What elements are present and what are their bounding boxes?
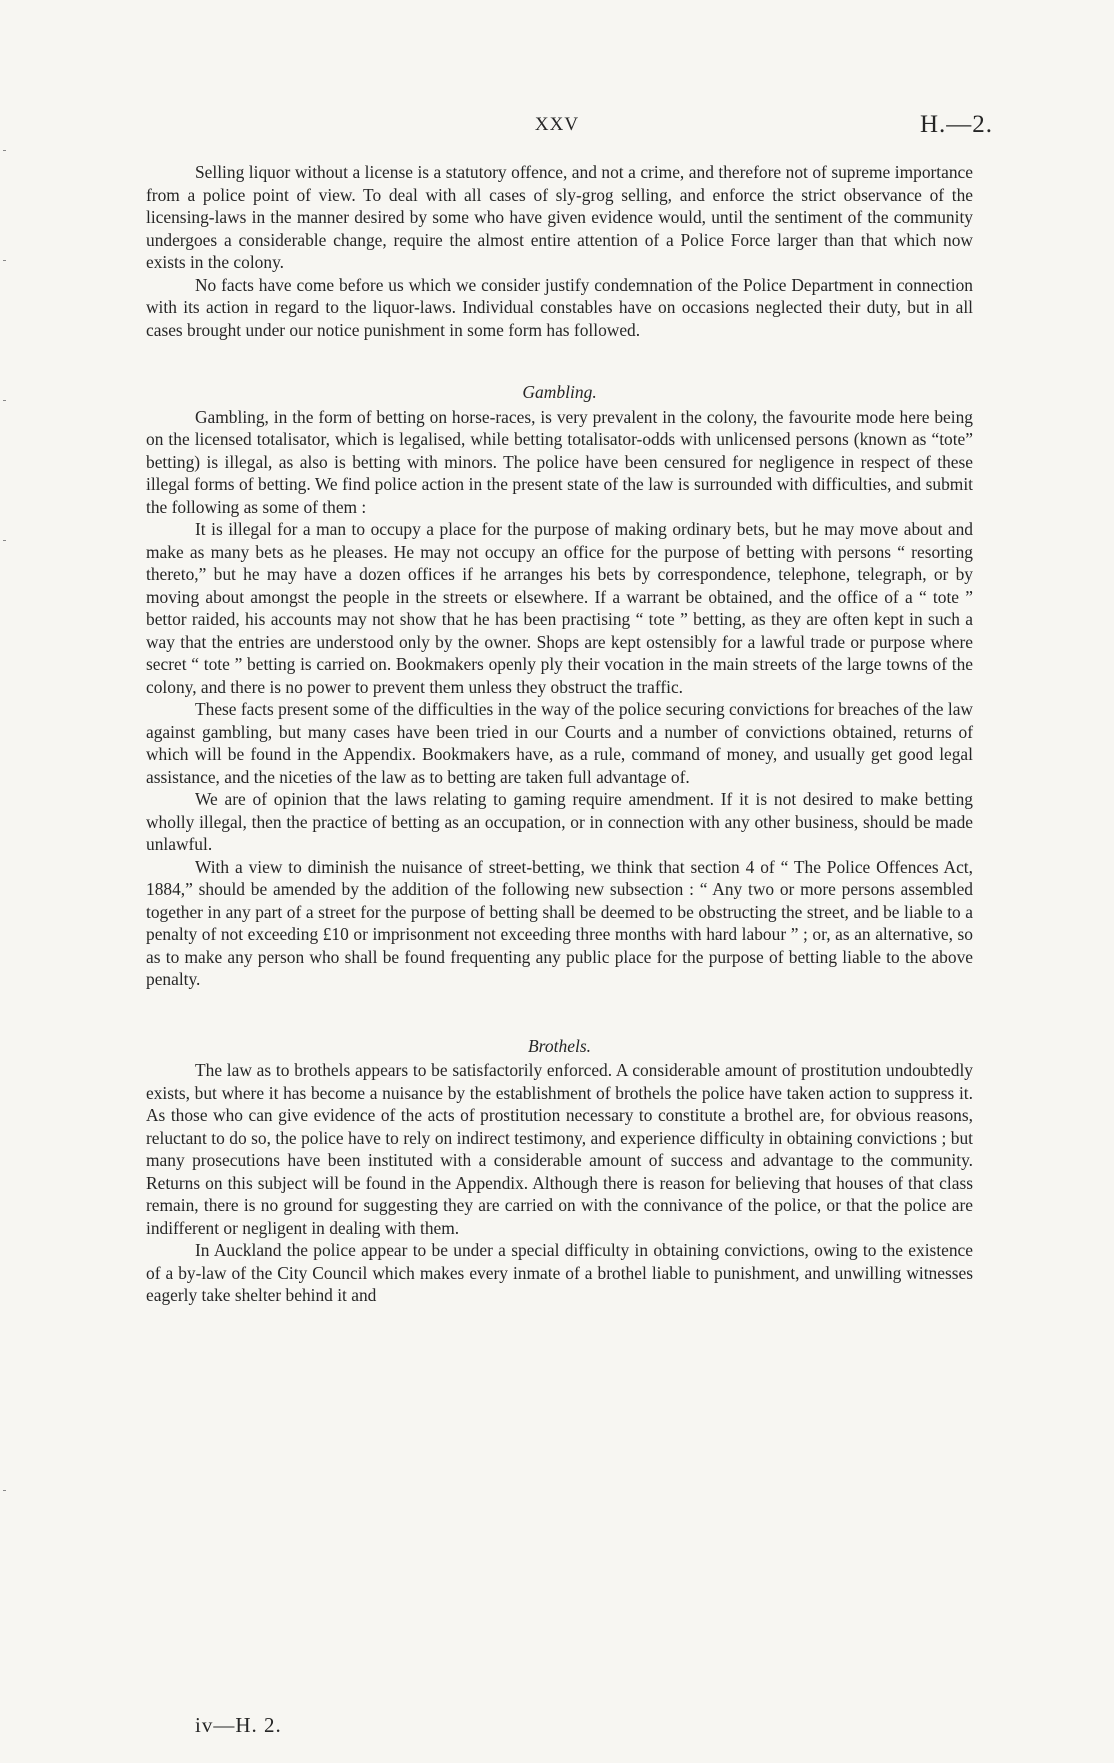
paragraph-gambling-illegal: It is illegal for a man to occupy a place for the purpose of making ordinary bets, but he may move about and make as many bets as he pleases. He may not occupy an office for the purpose of betting with persons “ resorting thereto,” but he may have a dozen offices if he arranges his bets by correspondence, telephone, telegraph, or by moving about amongst the people in the streets or elsewhere. If a warrant be obtained, and the office of a “ tote ” bettor raided, his accounts may not show that he has been practising “ tote ” betting, as they are often kept in such a way that the entries are understood only by the owner. Shops are kept ostensibly for a lawful trade or purpose where secret “ tote ” betting is carried on. Bookmakers openly ply their vocation in the main streets of the large towns of the colony, and there is no power to prevent them unless they obstruct the traffic. bbox=[146, 519, 973, 697]
margin-mark bbox=[3, 150, 6, 151]
margin-mark bbox=[3, 540, 6, 541]
paragraph-gambling-amendment: We are of opinion that the laws relating to gaming require amendment. If it is not desired to make betting wholly illegal, then the practice of betting as an occupation, or in connection with any other business, should be made unlawful. bbox=[146, 789, 973, 854]
paragraph-liquor-offence: Selling liquor without a license is a statutory offence, and not a crime, and therefore not of supreme importance from a police point of view. To deal with all cases of sly-grog selling, and enforce the strict observance of the licensing-laws in the manner desired by some who have given evidence would, until the sentiment of the community undergoes a considerable change, require the almost entire attention of a Police Force larger than that which now exists in the colony. bbox=[146, 162, 973, 272]
paragraph-gambling-difficulties: These facts present some of the difficulties in the way of the police securing convictions for breaches of the law against gambling, but many cases have been tried in our Courts and a number of convictions obtained, returns of which will be found in the Appendix. Bookmakers have, as a rule, command of money, and usually get good legal assistance, and the niceties of the law as to betting are taken full advantage of. bbox=[146, 699, 973, 787]
section-title-brothels: Brothels. bbox=[527, 1035, 592, 1056]
margin-mark bbox=[3, 1490, 6, 1491]
margin-mark bbox=[3, 260, 6, 261]
signature-mark: iv—H. 2. bbox=[195, 1713, 282, 1737]
body-text bbox=[146, 161, 973, 1307]
paragraph-brothels-enforcement: The law as to brothels appears to be satisfactorily enforced. A considerable amount of prostitution undoubtedly exists, but where it has become a nuisance by the establishment of brothels the police have taken action to suppress it. As those who can give evidence of the acts of prostitution necessary to constitute a brothel are, for obvious reasons, reluctant to do so, the police have to rely on indirect testimony, and experience difficulty in obtaining convictions ; but many prosecutions have been instituted with a considerable amount of success and advantage to the community. Returns on this subject will be found in the Appendix. Although there is reason for believing that houses of that class remain, there is no ground for suggesting they are carried on with the connivance of the police, or that the police are indifferent or negligent in dealing with them. bbox=[146, 1060, 973, 1238]
section-title-gambling: Gambling. bbox=[522, 382, 597, 402]
paragraph-street-betting: With a view to diminish the nuisance of street-betting, we think that section 4 of “ The Police Offences Act, 1884,” should be amended by the addition of the following new subsection : “ Any two or more persons assembled together in any part of a street for the purpose of betting shall be deemed to be obstructing the street, and be liable to a penalty of not exceeding £10 or imprisonment not exceeding three months with hard labour ” ; or, as an alternative, so as to make any person who shall be found frequenting any public place for the purpose of betting liable to the above penalty. bbox=[146, 856, 973, 989]
document-code: H.—2. bbox=[920, 111, 994, 138]
paragraph-gambling-intro: Gambling, in the form of betting on horse-races, is very prevalent in the colony, the favourite mode here being on the licensed totalisator, which is legalised, while betting totalisator-odds with unlicensed persons (known as “tote” betting) is illegal, as also is betting with minors. The police have been censured for negligence in respect of these illegal forms of betting. We find police action in the present state of the law is surrounded with difficulties, and submit the following as some of them : bbox=[146, 406, 973, 517]
paragraph-auckland: In Auckland the police appear to be under a special difficulty in obtaining convictions, owing to the existence of a by-law of the City Council which makes every inmate of a brothel liable to punishment, and unwilling witnesses eagerly take shelter behind it and bbox=[146, 1240, 973, 1305]
page-number: XXV bbox=[534, 114, 580, 135]
margin-mark bbox=[3, 400, 6, 401]
paragraph-police-department: No facts have come before us which we consider justify condemnation of the Police Department in connection with its action in regard to the liquor-laws. Individual constables have on occasions neglected their duty, but in all cases brought under our notice punishment in some form has followed. bbox=[146, 274, 973, 340]
